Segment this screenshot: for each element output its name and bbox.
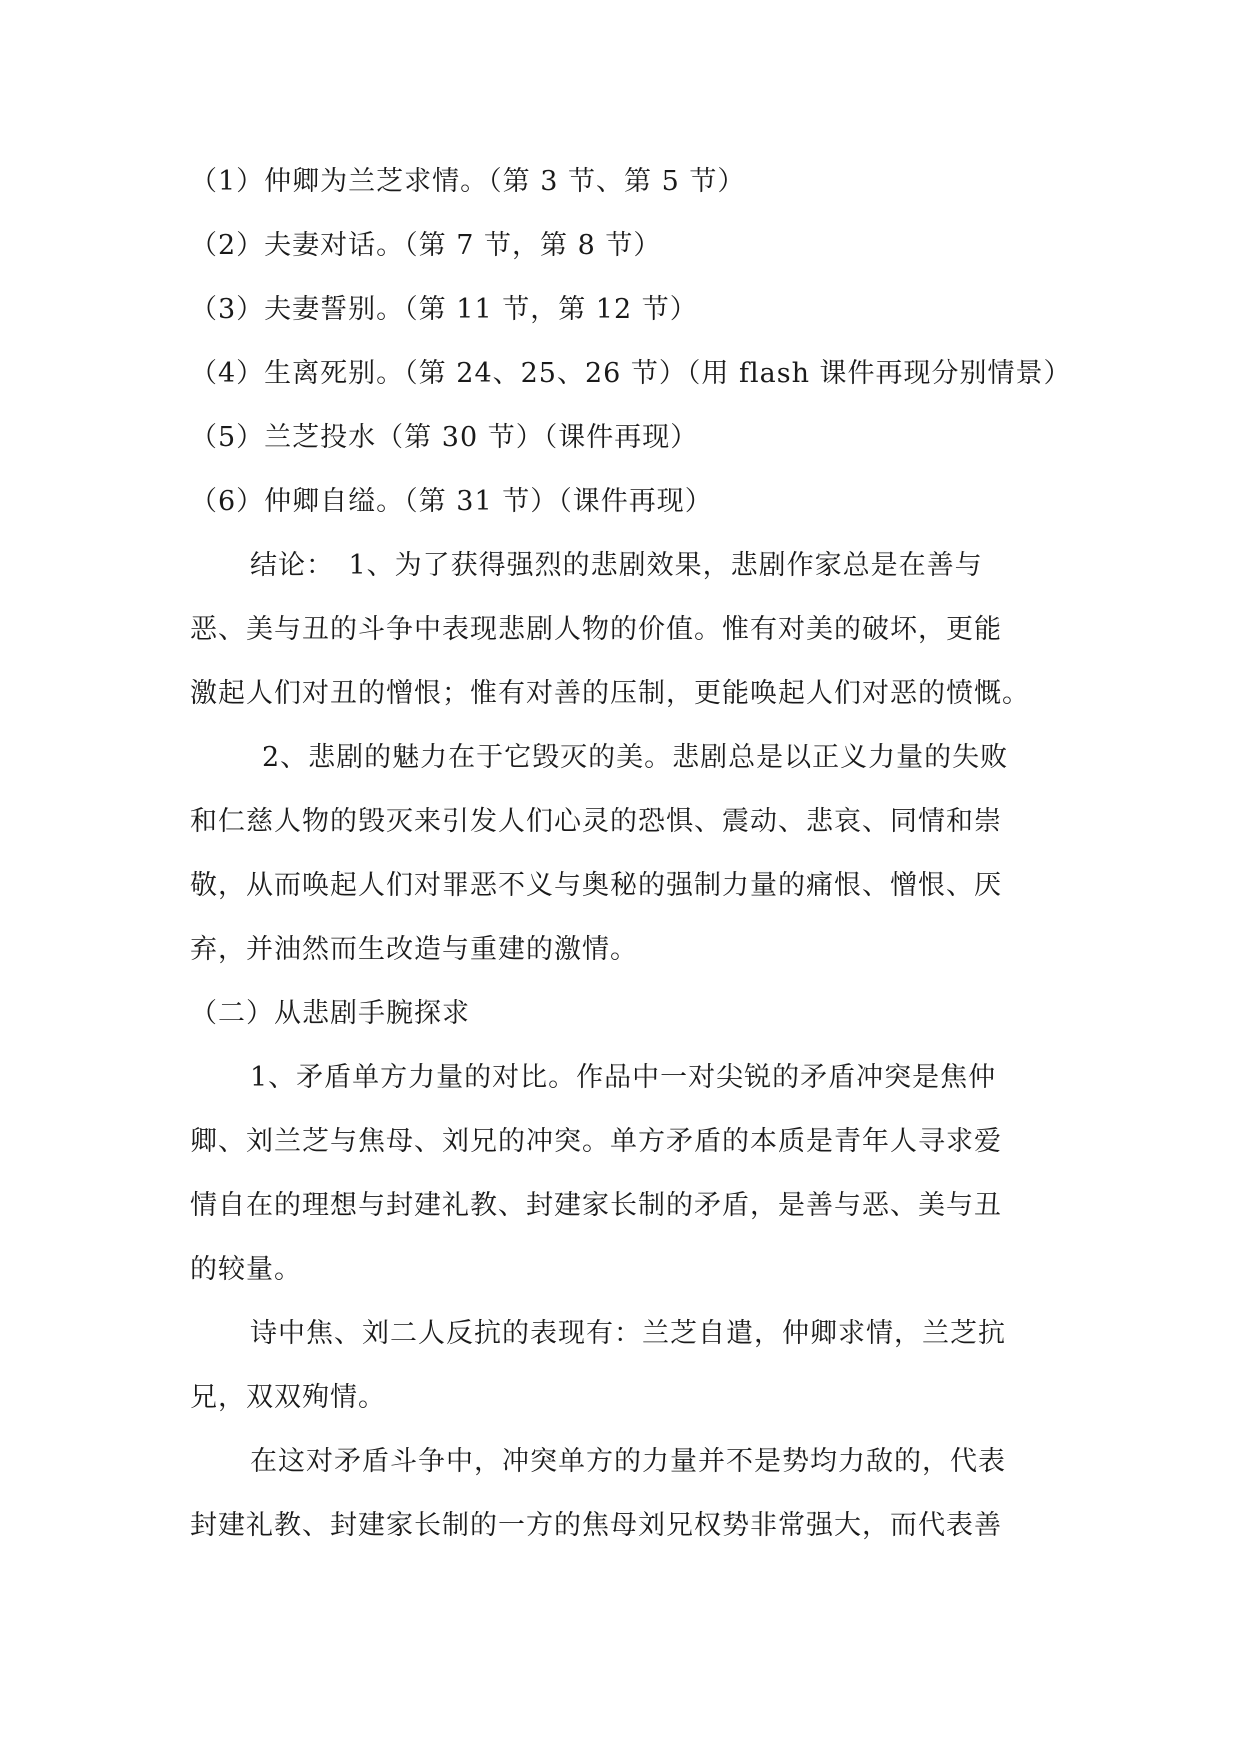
conclusion-line: 激起人们对丑的憎恨；惟有对善的压制，更能唤起人们对恶的愤慨。 xyxy=(190,678,1030,709)
document-page xyxy=(190,150,1072,1558)
conclusion-line: 结论： 1、为了获得强烈的悲剧效果，悲剧作家总是在善与 xyxy=(250,550,983,581)
paragraph-line: 卿、刘兰芝与焦母、刘兄的冲突。单方矛盾的本质是青年人寻求爱 xyxy=(190,1126,1002,1157)
list-item: （2）夫妻对话。（第 7 节，第 8 节） xyxy=(190,230,662,261)
paragraph-line: 1、矛盾单方力量的对比。作品中一对尖锐的矛盾冲突是焦仲 xyxy=(250,1062,997,1093)
conclusion-line: 和仁慈人物的毁灭来引发人们心灵的恐惧、震动、悲哀、同情和崇 xyxy=(190,806,1002,837)
paragraph-line: 封建礼教、封建家长制的一方的焦母刘兄权势非常强大，而代表善 xyxy=(190,1510,1002,1541)
paragraph-line: 兄，双双殉情。 xyxy=(190,1382,386,1413)
list-item: （6）仲卿自缢。（第 31 节）（课件再现） xyxy=(190,486,713,517)
paragraph-line: 在这对矛盾斗争中，冲突单方的力量并不是势均力敌的，代表 xyxy=(250,1446,1006,1477)
conclusion-line: 敬，从而唤起人们对罪恶不义与奥秘的强制力量的痛恨、憎恨、厌 xyxy=(190,870,1002,901)
list-item: （5）兰芝投水（第 30 节）（课件再现） xyxy=(190,422,699,453)
list-item: （4）生离死别。（第 24、25、26 节）（用 flash 课件再现分别情景） xyxy=(190,358,1072,389)
conclusion-line: 弃，并油然而生改造与重建的激情。 xyxy=(190,934,638,965)
section-heading: （二）从悲剧手腕探求 xyxy=(190,998,470,1029)
conclusion-line: 恶、美与丑的斗争中表现悲剧人物的价值。惟有对美的破坏，更能 xyxy=(190,614,1002,645)
conclusion-line: 2、悲剧的魅力在于它毁灭的美。悲剧总是以正义力量的失败 xyxy=(262,742,1009,773)
list-item: （1）仲卿为兰芝求情。（第 3 节、第 5 节） xyxy=(190,166,746,197)
paragraph-line: 诗中焦、刘二人反抗的表现有：兰芝自遣，仲卿求情，兰芝抗 xyxy=(250,1318,1006,1349)
paragraph-line: 的较量。 xyxy=(190,1254,302,1285)
list-item: （3）夫妻誓别。（第 11 节，第 12 节） xyxy=(190,294,698,325)
paragraph-line: 情自在的理想与封建礼教、封建家长制的矛盾，是善与恶、美与丑 xyxy=(190,1190,1002,1221)
